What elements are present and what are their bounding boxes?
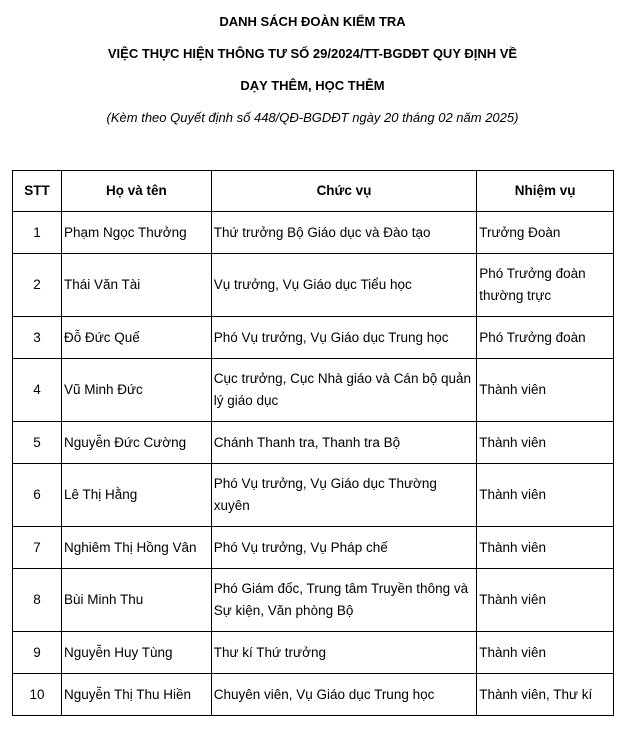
table-row [13, 212, 614, 254]
cell-name: Phạm Ngọc Thưởng [61, 212, 211, 254]
cell-position: Phó Giám đốc, Trung tâm Truyền thông và Sự kiện, Văn phòng Bộ [211, 569, 476, 632]
cell-stt: 6 [13, 464, 62, 527]
cell-duty: Thành viên [477, 422, 614, 464]
cell-stt: 8 [13, 569, 62, 632]
cell-stt: 2 [13, 254, 62, 317]
table-row [13, 674, 614, 716]
cell-position: Phó Vụ trưởng, Vụ Pháp chế [211, 527, 476, 569]
header-name: Họ và tên [61, 171, 211, 212]
cell-position: Phó Vụ trưởng, Vụ Giáo dục Trung học [211, 317, 476, 359]
cell-name: Nghiêm Thị Hồng Vân [61, 527, 211, 569]
cell-name: Nguyễn Đức Cường [61, 422, 211, 464]
cell-position: Vụ trưởng, Vụ Giáo dục Tiểu học [211, 254, 476, 317]
table-row [13, 569, 614, 632]
header-position: Chức vụ [211, 171, 476, 212]
cell-duty: Trưởng Đoàn [477, 212, 614, 254]
document-title-line-1: DANH SÁCH ĐOÀN KIỂM TRA [219, 14, 406, 29]
cell-name: Lê Thị Hằng [61, 464, 211, 527]
cell-position: Thứ trưởng Bộ Giáo dục và Đào tạo [211, 212, 476, 254]
cell-stt: 7 [13, 527, 62, 569]
table-row [13, 359, 614, 422]
document-subtitle: (Kèm theo Quyết định số 448/QĐ-BGDĐT ngày 20 tháng 02 năm 2025) [106, 110, 519, 125]
cell-stt: 4 [13, 359, 62, 422]
document-title-line-3: DẠY THÊM, HỌC THÊM [240, 78, 385, 93]
cell-name: Bùi Minh Thu [61, 569, 211, 632]
cell-stt: 10 [13, 674, 62, 716]
cell-name: Nguyễn Thị Thu Hiền [61, 674, 211, 716]
cell-duty: Thành viên [477, 464, 614, 527]
table-header-row [13, 171, 614, 212]
cell-position: Cục trưởng, Cục Nhà giáo và Cán bộ quản lý giáo dục [211, 359, 476, 422]
cell-position: Chuyên viên, Vụ Giáo dục Trung học [211, 674, 476, 716]
cell-duty: Thành viên, Thư kí [477, 674, 614, 716]
cell-duty: Thành viên [477, 569, 614, 632]
cell-name: Đỗ Đức Quế [61, 317, 211, 359]
cell-position: Chánh Thanh tra, Thanh tra Bộ [211, 422, 476, 464]
cell-stt: 1 [13, 212, 62, 254]
cell-name: Nguyễn Huy Tùng [61, 632, 211, 674]
table-row [13, 254, 614, 317]
cell-position: Phó Vụ trưởng, Vụ Giáo dục Thường xuyên [211, 464, 476, 527]
table-row [13, 422, 614, 464]
cell-duty: Thành viên [477, 359, 614, 422]
table-row [13, 632, 614, 674]
cell-duty: Phó Trưởng đoàn thường trực [477, 254, 614, 317]
header-duty: Nhiệm vụ [477, 171, 614, 212]
table-row [13, 317, 614, 359]
table-row [13, 464, 614, 527]
cell-name: Thái Văn Tài [61, 254, 211, 317]
document-title-line-2: VIỆC THỰC HIỆN THÔNG TƯ SỐ 29/2024/TT-BGDĐT QUY ĐỊNH VỀ [107, 46, 518, 61]
table-row [13, 527, 614, 569]
inspection-team-table [12, 170, 614, 716]
cell-stt: 9 [13, 632, 62, 674]
cell-duty: Thành viên [477, 527, 614, 569]
cell-name: Vũ Minh Đức [61, 359, 211, 422]
header-stt: STT [13, 171, 62, 212]
cell-position: Thư kí Thứ trưởng [211, 632, 476, 674]
cell-duty: Phó Trưởng đoàn [477, 317, 614, 359]
cell-duty: Thành viên [477, 632, 614, 674]
cell-stt: 5 [13, 422, 62, 464]
cell-stt: 3 [13, 317, 62, 359]
